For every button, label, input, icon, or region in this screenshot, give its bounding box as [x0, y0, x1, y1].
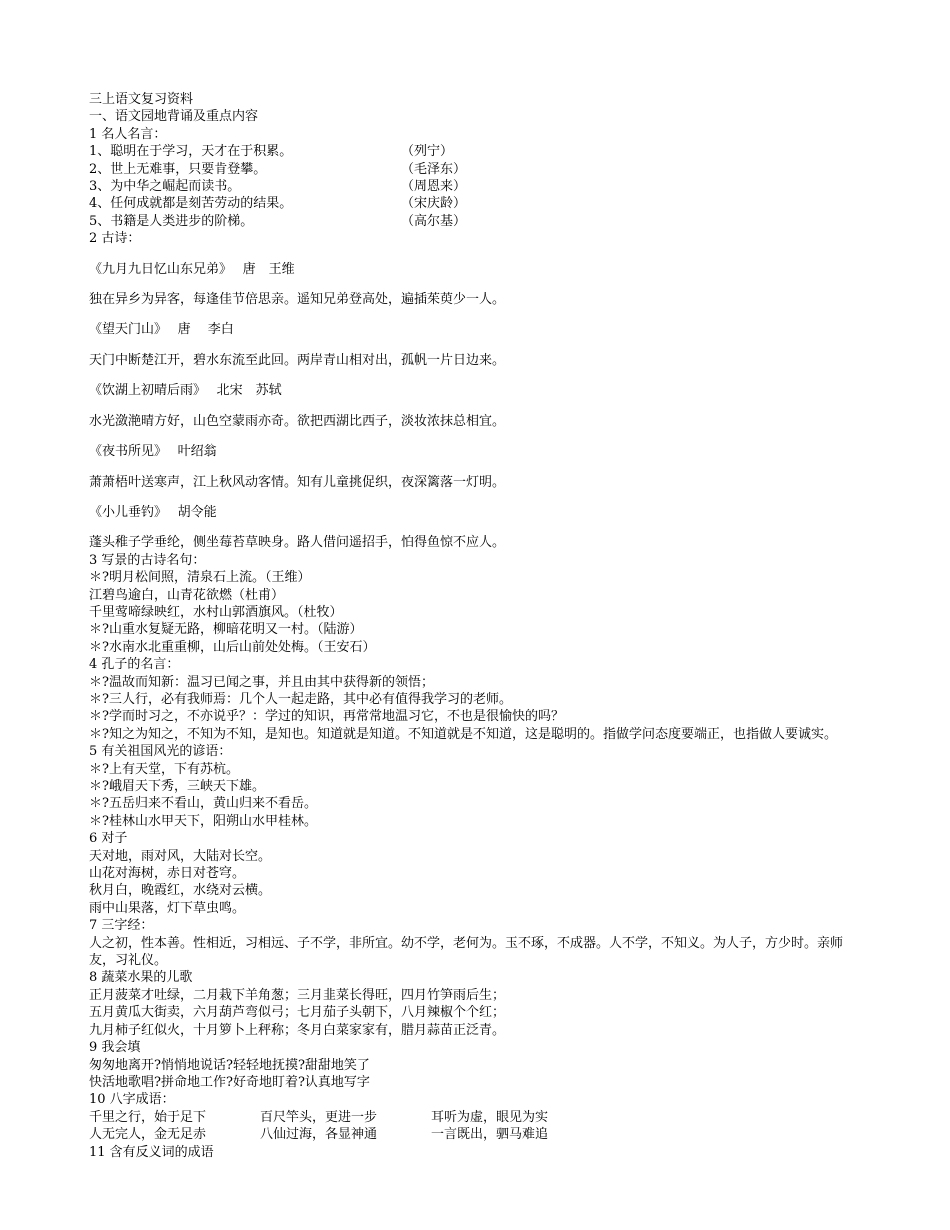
list-item: ＊?知之为知之，不知为不知，是知也。知道就是知道。不知道就是不知道，这是聪明的。指做学问态度要端正，也指做人要诚实。 [89, 726, 837, 742]
idiom: 千里之行，始于足下 [89, 1109, 207, 1125]
list-item: ＊?温故而知新：温习已闻之事，并且由其中获得新的领悟； [89, 674, 434, 690]
heading-ancient-poems: 2 古诗： [89, 231, 141, 247]
list-item: ＊?桂林山水甲天下，阳朔山水甲桂林。 [89, 813, 317, 829]
list-item: ＊?三人行，必有我师焉：几个人一起走路，其中必有值得我学习的老师。 [89, 691, 512, 707]
idiom-row [89, 1126, 879, 1143]
poem-title: 《小儿垂钓》 胡令能 [89, 504, 217, 520]
poem-body: 天门中断楚江开，碧水东流至此回。两岸青山相对出，孤帆一片日边来。 [89, 352, 506, 368]
document-title: 三上语文复习资料 [89, 92, 194, 107]
quote-author: （高尔基） [401, 213, 467, 229]
poem-body: 蓬头稚子学垂纶，侧坐莓苔草映身。路人借问遥招手，怕得鱼惊不应人。 [89, 535, 506, 551]
poem-title: 《九月九日忆山东兄弟》 唐 王维 [89, 261, 295, 277]
heading-couplets: 6 对子 [89, 831, 128, 847]
heading-antonym-idioms: 11 含有反义词的成语 [89, 1144, 214, 1160]
quote-text: 1、聪明在于学习，天才在于积累。 [89, 144, 293, 160]
heading-famous-quotes: 1 名人名言： [89, 126, 167, 142]
poem-body: 萧萧梧叶送寒声，江上秋风动客情。知有儿童挑促织，夜深篱落一灯明。 [89, 474, 506, 490]
list-item: 雨中山果落，灯下草虫鸣。 [89, 900, 246, 916]
poem-body: 水光潋滟晴方好，山色空蒙雨亦奇。欲把西湖比西子，淡妆浓抹总相宜。 [89, 413, 506, 429]
list-item: 天对地，雨对风，大陆对长空。 [89, 848, 272, 864]
section-title: 一、语文园地背诵及重点内容 [89, 109, 259, 125]
list-item: ＊?学而时习之，不亦说乎？：学过的知识，再常常地温习它，不也是很愉快的吗？ [89, 709, 564, 725]
quote-row [89, 143, 879, 160]
list-item: ＊?上有天堂，下有苏杭。 [89, 761, 239, 777]
list-item: 秋月白，晚霞红，水绕对云横。 [89, 883, 272, 899]
heading-vegetable-rhyme: 8 蔬菜水果的儿歌 [89, 970, 193, 986]
list-item: ＊?峨眉天下秀，三峡天下雄。 [89, 779, 265, 794]
list-item: ＊?水南水北重重柳，山后山前处处梅。（王安石） [89, 639, 376, 655]
quote-author: （宋庆龄） [401, 196, 467, 212]
heading-proverbs: 5 有关祖国风光的谚语： [89, 744, 232, 760]
heading-three-character-classic: 7 三字经： [89, 918, 154, 934]
idiom: 耳听为虚，眼见为实 [431, 1109, 549, 1125]
list-item: 匆匆地离开?悄悄地说话?轻轻地抚摸?甜甜地笑了 [89, 1057, 370, 1073]
heading-confucius-quotes: 4 孔子的名言： [89, 657, 180, 673]
idiom: 八仙过海，各显神通 [260, 1127, 378, 1143]
list-item: ＊?五岳归来不看山，黄山归来不看岳。 [89, 796, 317, 812]
list-item: 正月菠菜才吐绿，二月栽下羊角葱；三月韭菜长得旺，四月竹笋雨后生； [89, 987, 506, 1003]
quote-author: （毛泽东） [401, 161, 467, 177]
idiom: 人无完人，金无足赤 [89, 1127, 207, 1143]
quote-row [89, 161, 879, 178]
quote-row [89, 213, 879, 230]
list-item: ＊?明月松间照，清泉石上流。（王维） [89, 570, 311, 586]
quote-author: （周恩来） [401, 179, 467, 195]
idiom: 一言既出，驷马难追 [431, 1127, 549, 1143]
paragraph: 人之初，性本善。性相近，习相远、子不学，非所宜。幼不学，老何为。玉不琢，不成器。人不学，不知义。为人子，方少时。亲师友，习礼仪。 [89, 935, 844, 969]
idiom: 百尺竿头，更进一步 [260, 1109, 378, 1125]
list-item: 江碧鸟逾白，山青花欲燃（杜甫） [89, 587, 285, 603]
quote-author: （列宁） [401, 144, 454, 160]
list-item: 快活地歌唱?拼命地工作?好奇地盯着?认真地写字 [89, 1074, 370, 1090]
poem-title: 《望天门山》 唐 李白 [89, 322, 234, 338]
quote-text: 2、世上无难事，只要肯登攀。 [89, 161, 267, 177]
list-item: 山花对海树，赤日对苍穹。 [89, 866, 246, 882]
poem-title: 《饮湖上初晴后雨》 北宋 苏轼 [89, 383, 282, 399]
idiom-row [89, 1109, 879, 1126]
list-item: ＊?山重水复疑无路，柳暗花明又一村。（陆游） [89, 622, 363, 638]
poem-body: 独在异乡为异客，每逢佳节倍思亲。遥知兄弟登高处，遍插茱萸少一人。 [89, 292, 506, 308]
quote-text: 4、任何成就都是刻苦劳动的结果。 [89, 196, 293, 212]
quote-row [89, 195, 879, 212]
quote-row [89, 178, 879, 195]
document-body [89, 91, 879, 1161]
list-item: 九月柿子红似火，十月箩卜上秤称；冬月白菜家家有，腊月蒜苗正泛青。 [89, 1022, 506, 1038]
quote-text: 3、为中华之崛起而读书。 [89, 179, 241, 195]
heading-eight-char-idioms: 10 八字成语： [89, 1092, 175, 1108]
quote-text: 5、书籍是人类进步的阶梯。 [89, 213, 254, 229]
heading-fill-in: 9 我会填 [89, 1040, 141, 1056]
list-item: 千里莺啼绿映红，水村山郭酒旗风。（杜牧） [89, 604, 343, 620]
heading-scenery-lines: 3 写景的古诗名句： [89, 552, 206, 568]
poem-title: 《夜书所见》 叶绍翁 [89, 444, 217, 460]
list-item: 五月黄瓜大街卖，六月葫芦弯似弓；七月茄子头朝下，八月辣椒个个红； [89, 1005, 506, 1021]
